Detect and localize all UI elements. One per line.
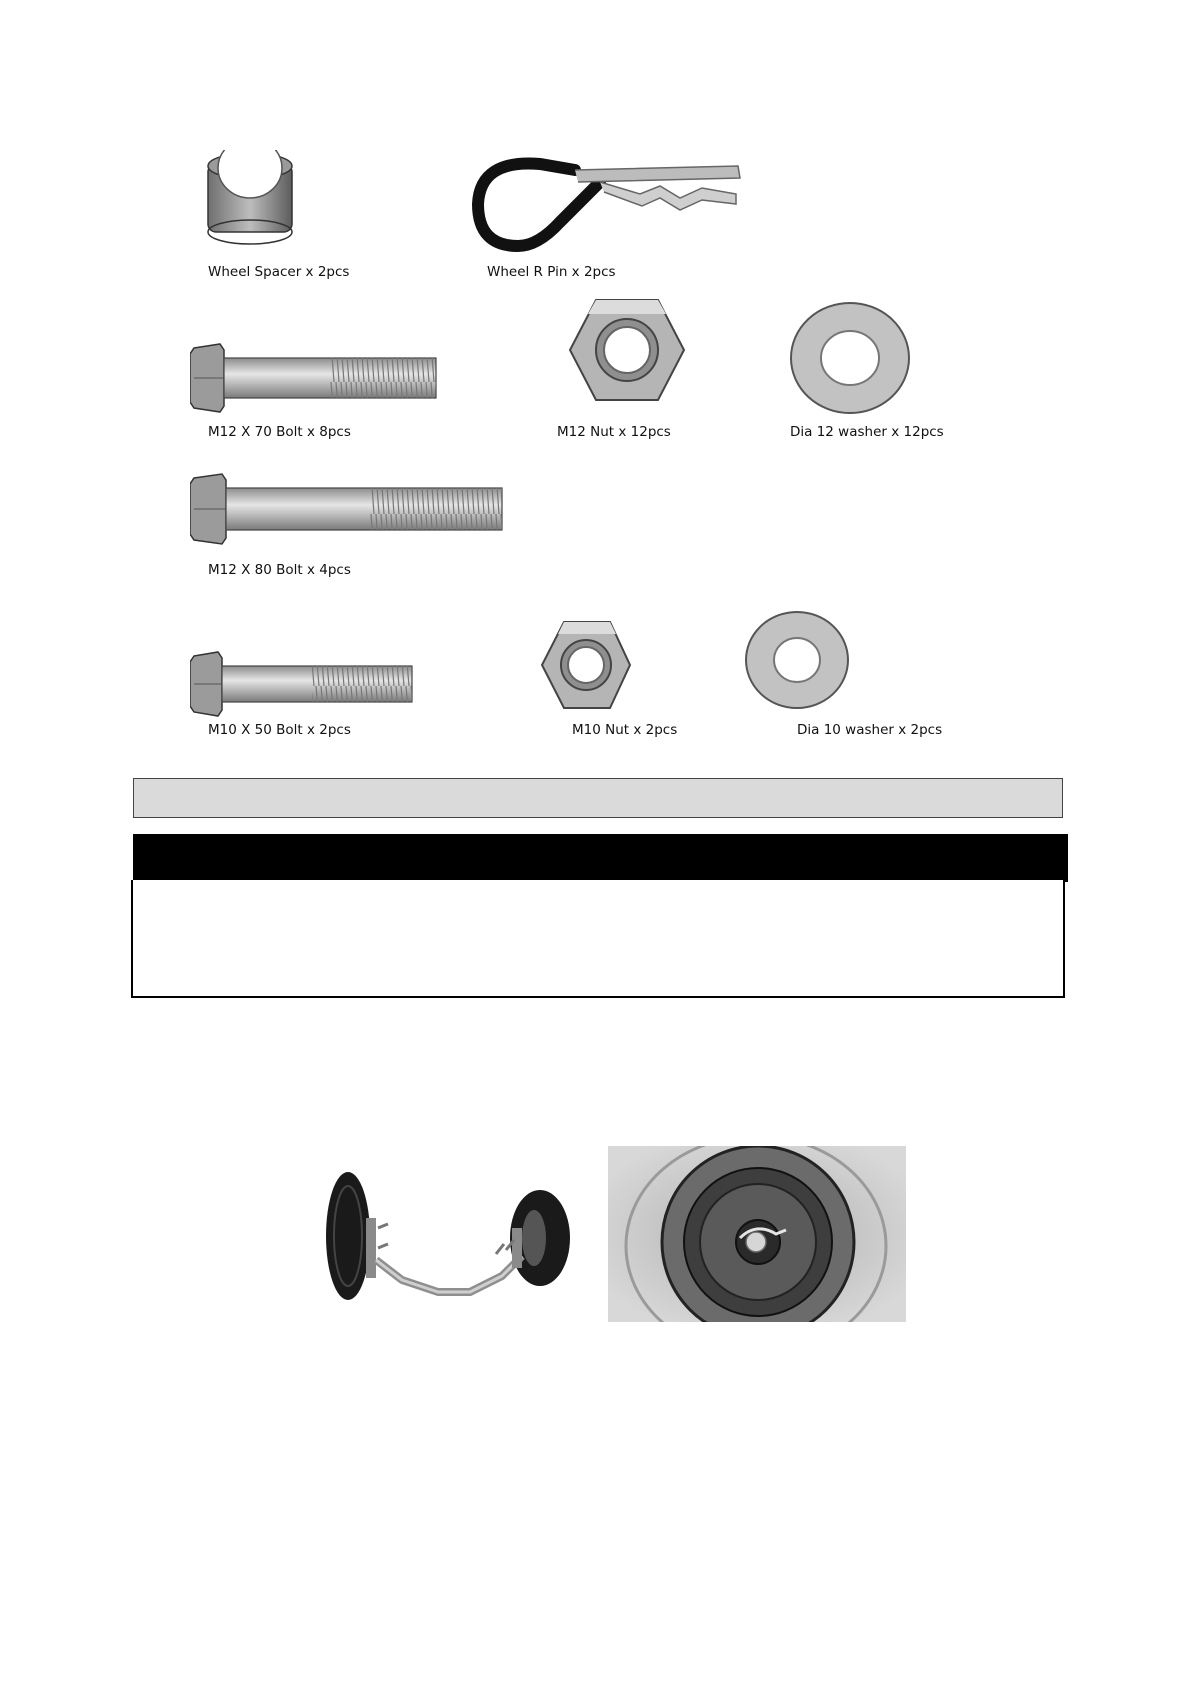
m12x80-bolt-image bbox=[190, 472, 506, 546]
m10-nut-caption: M10 Nut x 2pcs bbox=[572, 722, 678, 738]
section-heading-bar bbox=[133, 778, 1063, 818]
m10-nut-image bbox=[540, 618, 632, 712]
wheel-spacer-image bbox=[204, 150, 296, 246]
m12x70-bolt-icon bbox=[190, 342, 440, 414]
m10-nut-icon bbox=[540, 618, 632, 712]
m10x50-bolt-image bbox=[190, 650, 416, 718]
wheel-r-pin-image bbox=[470, 154, 750, 256]
wheel-closeup-photo bbox=[608, 1146, 906, 1327]
wheel-spacer-caption: Wheel Spacer x 2pcs bbox=[208, 264, 350, 280]
wheel-r-pin-caption: Wheel R Pin x 2pcs bbox=[487, 264, 616, 280]
dia12-washer-image bbox=[788, 300, 912, 416]
dia12-washer-caption: Dia 12 washer x 12pcs bbox=[790, 424, 944, 440]
dia10-washer-icon bbox=[744, 610, 850, 710]
m10x50-bolt-caption: M10 X 50 Bolt x 2pcs bbox=[208, 722, 351, 738]
m12x80-bolt-icon bbox=[190, 472, 506, 546]
dia10-washer-image bbox=[744, 610, 850, 710]
wheel-closeup-icon bbox=[608, 1146, 906, 1322]
wheel-spacer-icon bbox=[204, 150, 296, 246]
wheel-assembly-photo bbox=[322, 1168, 572, 1309]
dia10-washer-caption: Dia 10 washer x 2pcs bbox=[797, 722, 943, 738]
r-pin-icon bbox=[470, 154, 750, 256]
m12x70-bolt-image bbox=[190, 342, 440, 414]
wheel-assembly-icon bbox=[322, 1168, 572, 1304]
m10x50-bolt-icon bbox=[190, 650, 416, 718]
step-header-bar bbox=[133, 834, 1068, 882]
dia12-washer-icon bbox=[788, 300, 912, 416]
m12x70-bolt-caption: M12 X 70 Bolt x 8pcs bbox=[208, 424, 351, 440]
m12-nut-caption: M12 Nut x 12pcs bbox=[557, 424, 671, 440]
m12x80-bolt-caption: M12 X 80 Bolt x 4pcs bbox=[208, 562, 351, 578]
m12-nut-image bbox=[566, 296, 686, 404]
m12-nut-icon bbox=[566, 296, 686, 404]
step-text-box bbox=[131, 880, 1065, 998]
